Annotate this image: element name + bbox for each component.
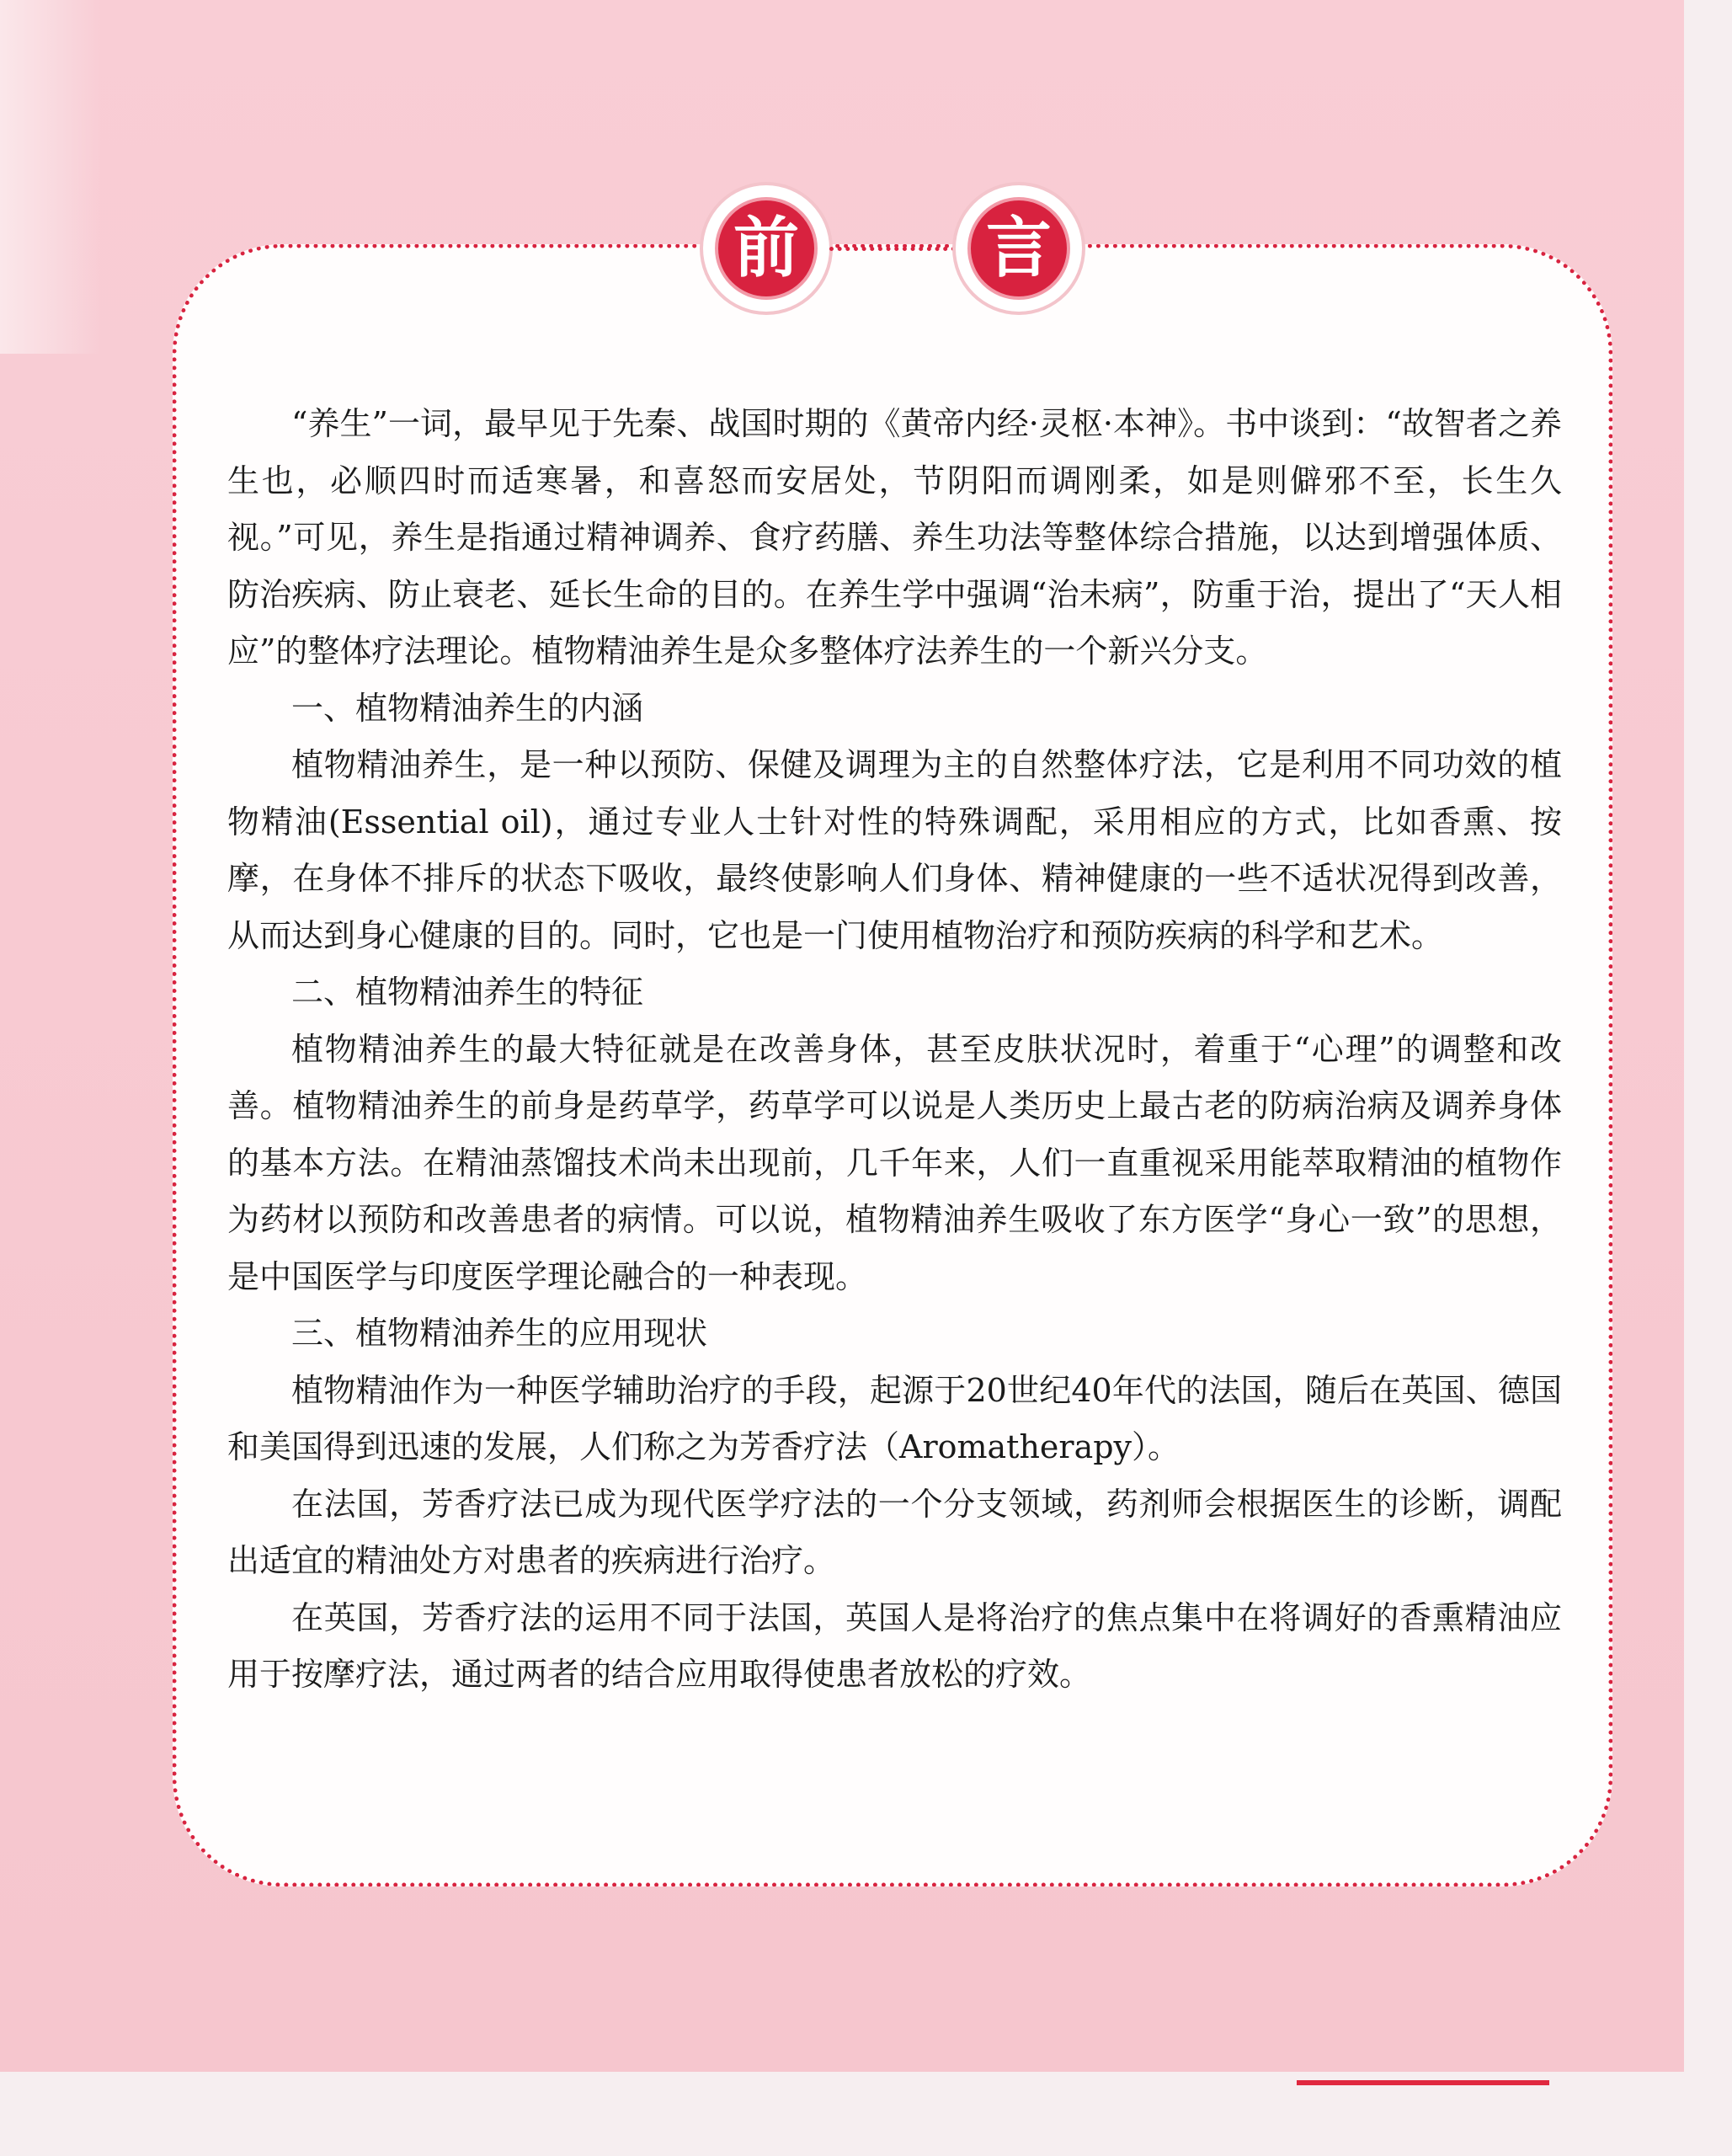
title-dotted-connector xyxy=(829,247,956,251)
paragraph-intro: “养生”一词，最早见于先秦、战国时期的《黄帝内经·灵枢·本神》。书中谈到：“故智者之养生也，必顺四时而适寒暑，和喜怒而安居处，节阴阳而调刚柔，如是则僻邪不至，长生久视。”可见，养生是指通过精神调养、食疗药膳、养生功法等整体综合措施，以达到增强体质、防治疾病、防止衰老、延长生命的目的。在养生学中强调“治未病”，防重于治，提出了“天人相应”的整体疗法理论。植物精油养生是众多整体疗法养生的一个新兴分支。 xyxy=(227,405,1562,670)
title-badge-right xyxy=(956,185,1082,312)
section-heading-3: 三、植物精油养生的应用现状 xyxy=(291,1315,708,1352)
paragraph-uk: 在英国，芳香疗法的运用不同于法国，英国人是将治疗的焦点集中在将调好的香熏精油应用于按摩疗法，通过两者的结合应用取得使患者放松的疗效。 xyxy=(227,1598,1562,1693)
paragraph-origin: 植物精油作为一种医学辅助治疗的手段，起源于20世纪40年代的法国，随后在英国、德国和美国得到迅速的发展，人们称之为芳香疗法（Aromatherapy）。 xyxy=(227,1371,1562,1465)
paragraph-features: 植物精油养生的最大特征就是在改善身体，甚至皮肤状况时，着重于“心理”的调整和改善。植物精油养生的前身是药草学，药草学可以说是人类历史上最古老的防病治病及调养身体的基本方法。在精油蒸馏技术尚未出现前，几千年来，人们一直重视采用能萃取精油的植物作为药材以预防和改善患者的病情。可以说，植物精油养生吸收了东方医学“身心一致”的思想，是中国医学与印度医学理论融合的一种表现。 xyxy=(227,1030,1562,1295)
bottom-accent-bar xyxy=(1297,2080,1549,2085)
paragraph-meaning: 植物精油养生，是一种以预防、保健及调理为主的自然整体疗法，它是利用不同功效的植物精油(Essential oil)，通过专业人士针对性的特殊调配，采用相应的方式，比如香熏、按摩，在身体不排斥的状态下吸收，最终使影响人们身体、精神健康的一些不适状况得到改善，从而达到身心健康的目的。同时，它也是一门使用植物治疗和预防疾病的科学和艺术。 xyxy=(227,746,1562,954)
title-badge-left xyxy=(703,185,829,312)
title-char-2: 言 xyxy=(967,197,1070,300)
preface-body xyxy=(227,396,1562,1704)
section-heading-1: 一、植物精油养生的内涵 xyxy=(291,689,644,727)
torn-page-edge xyxy=(0,0,101,354)
paragraph-france: 在法国，芳香疗法已成为现代医学疗法的一个分支领域，药剂师会根据医生的诊断，调配出适宜的精油处方对患者的疾病进行治疗。 xyxy=(227,1485,1562,1579)
title-char-1: 前 xyxy=(715,197,818,300)
section-heading-2: 二、植物精油养生的特征 xyxy=(291,974,644,1011)
page-title xyxy=(703,185,1082,312)
